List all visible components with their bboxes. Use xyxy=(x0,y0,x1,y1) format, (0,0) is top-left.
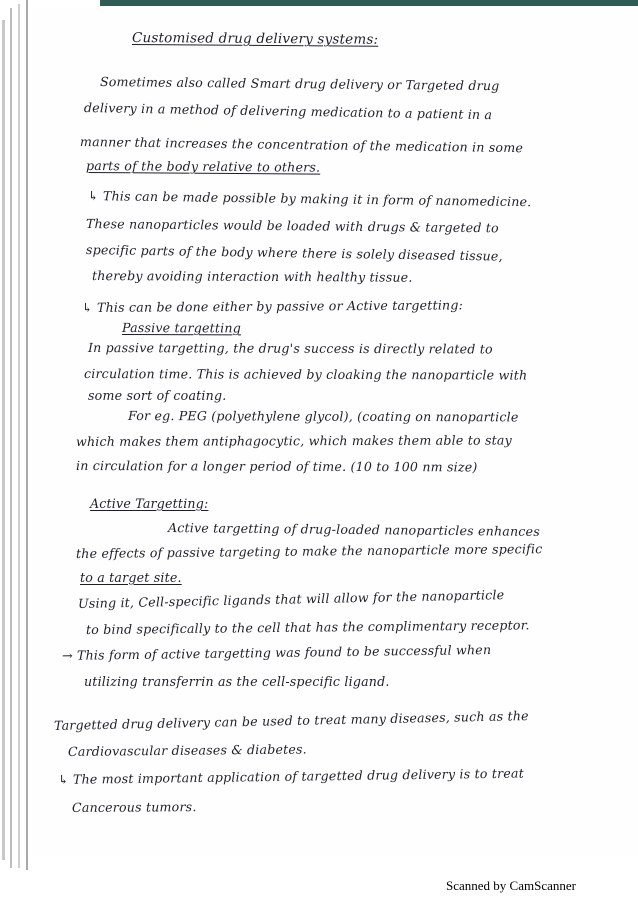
note-line: manner that increases the concentration of the medication in some xyxy=(79,134,524,156)
scan-top-strip xyxy=(100,0,638,6)
note-line: Sometimes also called Smart drug delivery or Targeted drug xyxy=(99,74,500,94)
note-line: in circulation for a longer period of time. (10 to 100 nm size) xyxy=(75,458,478,475)
note-line: Using it, Cell-specific ligands that will allow for the nanoparticle xyxy=(77,587,505,611)
note-line: parts of the body relative to others. xyxy=(85,158,321,175)
note-line: Cancerous tumors. xyxy=(71,799,197,815)
heading: Customised drug delivery systems: xyxy=(131,30,379,48)
page-edge xyxy=(2,20,5,860)
page-edge xyxy=(18,4,20,868)
note-line: ↳ The most important application of targetted drug delivery is to treat xyxy=(57,765,525,787)
note-line: Targetted drug delivery can be used to treat many diseases, such as the xyxy=(53,708,529,733)
note-line: to bind specifically to the cell that has the complimentary receptor. xyxy=(85,617,530,637)
note-line: Active targetting of drug-loaded nanoparticles enhances xyxy=(167,520,541,539)
subheading-passive: Passive targetting xyxy=(121,320,241,336)
note-line: circulation time. This is achieved by cloaking the nanoparticle with xyxy=(83,366,528,383)
note-line: specific parts of the body where there is solely diseased tissue, xyxy=(85,242,503,264)
note-line: For eg. PEG (polyethylene glycol), (coating on nanoparticle xyxy=(127,408,519,425)
scanner-watermark: Scanned by CamScanner xyxy=(446,878,576,893)
subheading-active: Active Targetting: xyxy=(90,496,209,511)
note-line: the effects of passive targeting to make the nanoparticle more specific xyxy=(75,541,543,561)
note-line: thereby avoiding interaction with healthy tissue. xyxy=(91,268,413,285)
note-line: ↳ This can be done either by passive or Active targetting: xyxy=(81,297,464,315)
note-line: some sort of coating. xyxy=(88,388,227,403)
note-line: utilizing transferrin as the cell-specific ligand. xyxy=(84,674,390,689)
page-edge xyxy=(10,8,12,868)
note-line: → This form of active targetting was found to be successful when xyxy=(61,642,492,663)
note-line: These nanoparticles would be loaded with drugs & targeted to xyxy=(85,216,499,236)
note-line: Cardiovascular diseases & diabetes. xyxy=(67,741,307,759)
note-line: to a target site. xyxy=(80,570,182,585)
note-line: In passive targetting, the drug's success is directly related to xyxy=(87,340,493,357)
note-line: delivery in a method of delivering medication to a patient in a xyxy=(83,100,493,123)
note-line: ↳ This can be made possible by making it in form of nanomedicine. xyxy=(87,188,532,210)
note-line: which makes them antiphagocytic, which makes them able to stay xyxy=(75,432,512,449)
page-edge xyxy=(26,0,28,870)
